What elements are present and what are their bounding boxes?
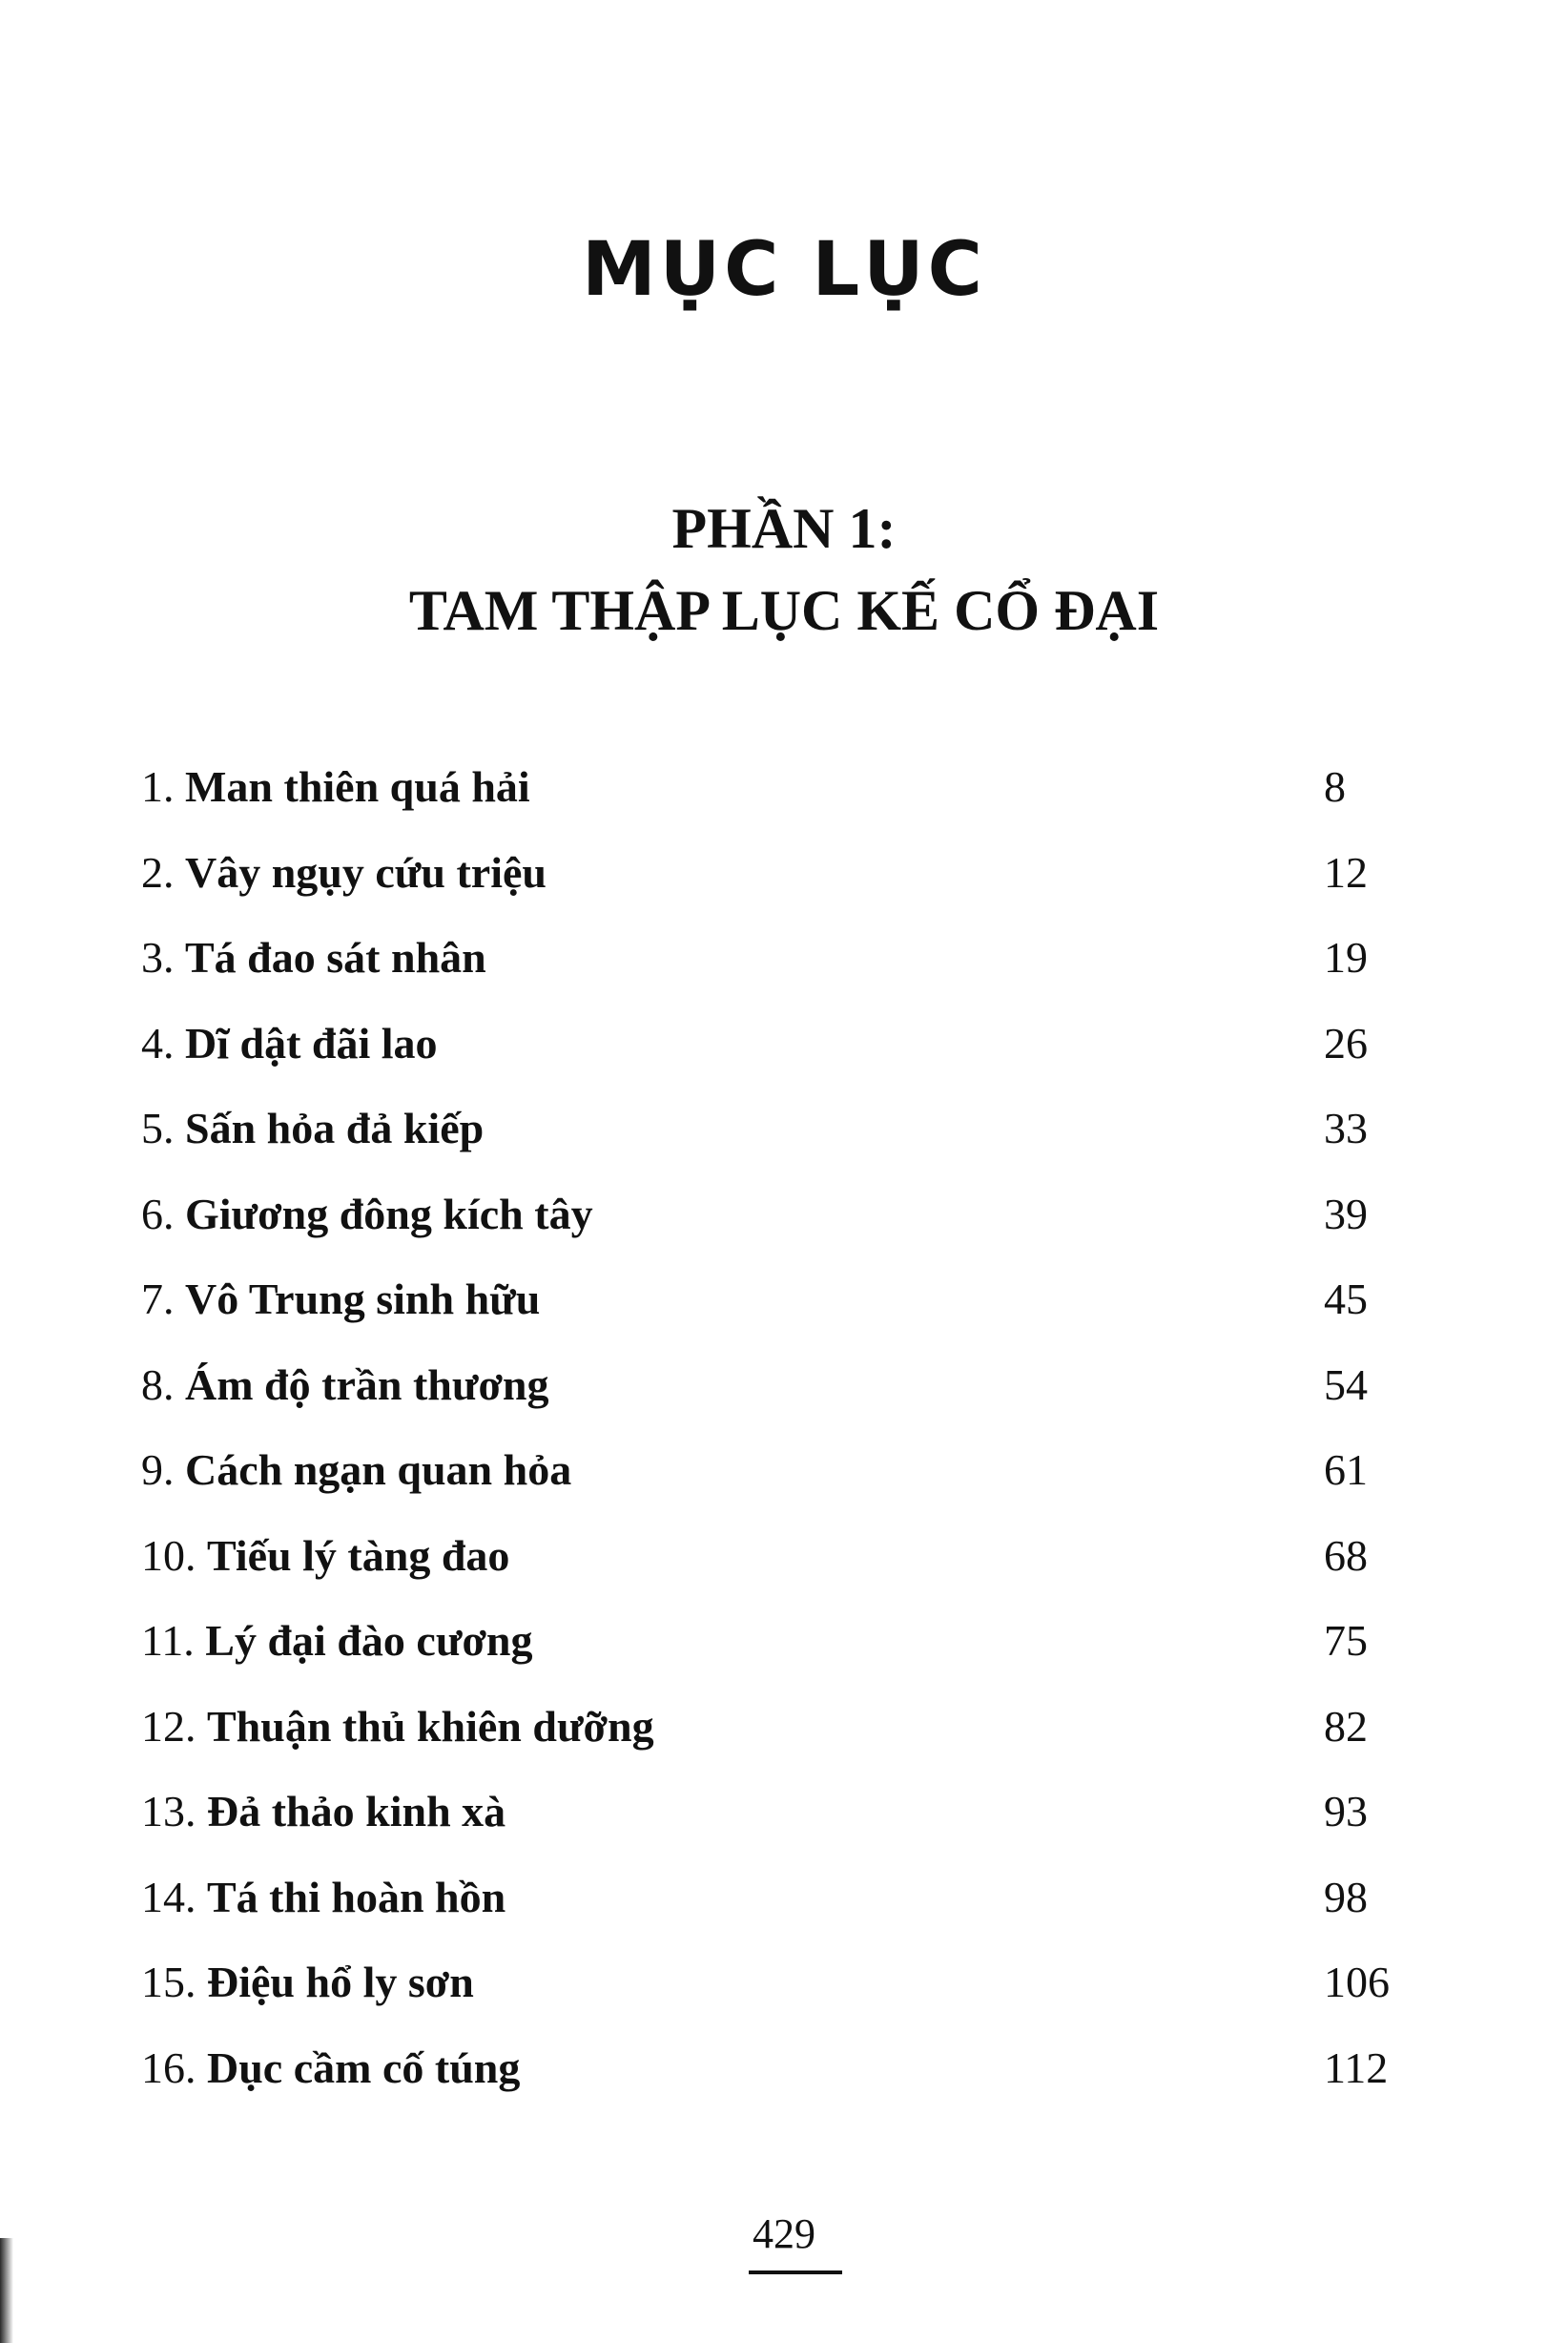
toc-entry-number: 10. bbox=[141, 1530, 196, 1580]
page-number: 429 bbox=[753, 2210, 815, 2257]
table-of-contents bbox=[141, 754, 1419, 2120]
toc-entry bbox=[141, 1437, 1419, 1523]
toc-entry bbox=[141, 1352, 1419, 1438]
toc-entry-title: Tá đao sát nhân bbox=[185, 933, 486, 982]
toc-entry-page: 98 bbox=[1324, 1872, 1368, 1921]
toc-entry-number: 7. bbox=[141, 1275, 175, 1323]
toc-entry-title: Man thiên quá hải bbox=[185, 762, 530, 811]
toc-entry bbox=[141, 754, 1419, 840]
toc-entry-number: 8. bbox=[141, 1359, 175, 1409]
toc-entry bbox=[141, 1864, 1419, 1950]
toc-entry-number: 14. bbox=[141, 1872, 196, 1921]
page-edge-shadow bbox=[0, 2238, 13, 2343]
toc-entry-title: Ám độ trần thương bbox=[185, 1359, 549, 1409]
toc-entry-title: Thuận thủ khiên dưỡng bbox=[207, 1701, 654, 1751]
toc-entry-number: 11. bbox=[141, 1616, 195, 1665]
toc-entry-page: 93 bbox=[1324, 1787, 1368, 1835]
toc-entry bbox=[141, 924, 1419, 1010]
toc-entry-page: 68 bbox=[1324, 1530, 1368, 1580]
toc-entry-title: Dĩ dật đãi lao bbox=[185, 1018, 438, 1068]
toc-entry-title: Sấn hỏa đả kiếp bbox=[185, 1104, 485, 1152]
toc-entry-number: 5. bbox=[141, 1104, 175, 1152]
page-title: MỤC LỤC bbox=[582, 227, 986, 313]
toc-entry-title: Tá thi hoàn hồn bbox=[207, 1872, 506, 1921]
toc-entry bbox=[141, 1010, 1419, 1096]
toc-entry bbox=[141, 1693, 1419, 1779]
toc-entry-number: 2. bbox=[141, 847, 175, 897]
toc-entry bbox=[141, 1778, 1419, 1864]
toc-entry-title: Tiếu lý tàng đao bbox=[207, 1530, 510, 1580]
toc-entry-page: 19 bbox=[1324, 933, 1368, 982]
toc-entry-title: Cách ngạn quan hỏa bbox=[185, 1445, 572, 1494]
toc-entry-title: Đả thảo kinh xà bbox=[207, 1787, 506, 1835]
toc-entry-number: 16. bbox=[141, 2042, 196, 2092]
toc-entry-page: 54 bbox=[1324, 1359, 1368, 1409]
toc-entry-number: 9. bbox=[141, 1445, 175, 1494]
toc-entry-page: 8 bbox=[1324, 762, 1346, 811]
toc-entry-page: 106 bbox=[1324, 1958, 1390, 2006]
toc-entry-page: 33 bbox=[1324, 1104, 1368, 1152]
toc-entry-number: 6. bbox=[141, 1189, 175, 1238]
toc-entry-title: Điệu hổ ly sơn bbox=[207, 1958, 474, 2006]
toc-entry-page: 26 bbox=[1324, 1018, 1368, 1068]
toc-entry-page: 75 bbox=[1324, 1616, 1368, 1665]
toc-entry-page: 112 bbox=[1324, 2042, 1389, 2092]
toc-entry-title: Vây ngụy cứu triệu bbox=[185, 847, 547, 897]
toc-entry bbox=[141, 1607, 1419, 1693]
toc-entry bbox=[141, 1523, 1419, 1608]
toc-entry-number: 3. bbox=[141, 933, 175, 982]
toc-entry-number: 12. bbox=[141, 1701, 196, 1751]
toc-entry-page: 39 bbox=[1324, 1189, 1368, 1238]
toc-entry bbox=[141, 1949, 1419, 2035]
toc-entry-page: 82 bbox=[1324, 1701, 1368, 1751]
toc-entry-title: Giương đông kích tây bbox=[185, 1189, 593, 1238]
part-title: TAM THẬP LỤC KẾ CỔ ĐẠI bbox=[408, 579, 1160, 642]
toc-entry-page: 61 bbox=[1324, 1445, 1368, 1494]
toc-entry-number: 15. bbox=[141, 1958, 196, 2006]
toc-entry-title: Vô Trung sinh hữu bbox=[185, 1275, 541, 1323]
toc-entry-page: 12 bbox=[1324, 847, 1368, 897]
toc-entry-number: 1. bbox=[141, 762, 175, 811]
toc-entry bbox=[141, 1181, 1419, 1267]
page-number-underline bbox=[749, 2270, 842, 2274]
part-number: PHẦN 1: bbox=[671, 497, 897, 560]
toc-entry bbox=[141, 2035, 1419, 2121]
toc-entry bbox=[141, 840, 1419, 925]
toc-entry-number: 4. bbox=[141, 1018, 175, 1068]
toc-entry bbox=[141, 1266, 1419, 1352]
toc-entry bbox=[141, 1095, 1419, 1181]
toc-entry-title: Lý đại đào cương bbox=[205, 1616, 533, 1665]
toc-entry-page: 45 bbox=[1324, 1275, 1368, 1323]
toc-entry-title: Dục cầm cố túng bbox=[207, 2042, 521, 2092]
toc-entry-number: 13. bbox=[141, 1787, 196, 1835]
